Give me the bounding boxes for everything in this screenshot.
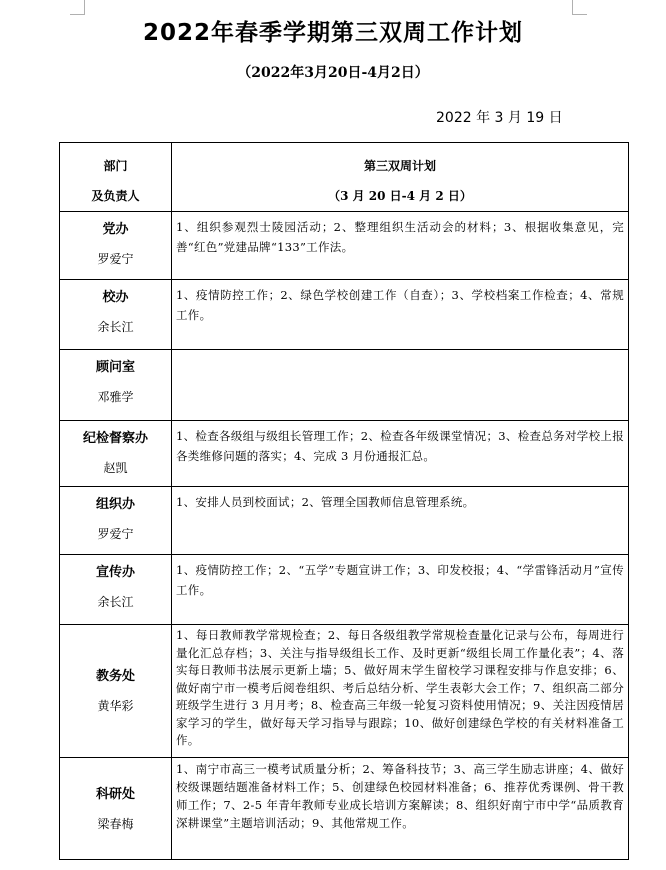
plan-cell (172, 280, 629, 350)
table-row (60, 280, 629, 350)
dept-owner: 梁春梅 (97, 816, 134, 831)
plan-cell (172, 758, 629, 860)
table-row (60, 487, 629, 555)
table-row (60, 758, 629, 860)
dept-cell (60, 625, 172, 758)
dept-owner: 邓雅学 (97, 390, 134, 404)
header-plan-range: （3 月 20 日-4 月 2 日） (328, 189, 472, 203)
dept-name: 纪检督察办 (82, 431, 148, 446)
dept-owner: 罗爱宁 (97, 252, 134, 266)
dept-name: 顾问室 (95, 360, 135, 375)
plan-text: 1、疫情防控工作；2、“五学”专题宣讲工作；3、印发校报；4、“学雷锋活动月”宣传工作。 (176, 563, 624, 597)
dept-cell (60, 350, 172, 421)
table-row (60, 212, 629, 280)
dept-cell (60, 758, 172, 860)
dept-name: 教务处 (95, 669, 135, 684)
header-plan-cell (172, 143, 629, 212)
dept-name: 科研处 (95, 786, 135, 802)
work-plan-table (59, 142, 629, 860)
dept-cell (60, 212, 172, 280)
dept-owner: 余长江 (97, 320, 134, 334)
plan-text: 1、组织参观烈士陵园活动；2、整理组织生活动会的材料；3、根据收集意见，完善“红色”党建品牌“133”工作法。 (176, 220, 624, 254)
plan-cell (172, 487, 629, 555)
plan-text: 1、检查各级组与级组长管理工作；2、检查各年级课堂情况；3、检查总务对学校上报各类维修问题的落实；4、完成 3 月份通报汇总。 (176, 429, 624, 463)
dept-name: 宣传办 (95, 565, 135, 580)
dept-cell (60, 421, 172, 487)
dept-owner: 赵凯 (103, 461, 128, 475)
table-row (60, 350, 629, 421)
dept-name: 校办 (102, 290, 129, 305)
document-title: 2022年春季学期第三双周工作计划 (142, 20, 523, 46)
dept-cell (60, 555, 172, 625)
plan-text: 1、南宁市高三一模考试质量分析；2、筹备科技节；3、高三学生励志讲座；4、做好校级课题结题准备材料工作；5、创建绿色校园材料准备；6、推荐优秀课例、骨干教师工作；7、2-5 年青年教师专业成长培训方案解读；8、组织好南宁市中学“品质教育 深耕课堂”主题培训活动；9、其他常规工作。 (176, 762, 624, 830)
table-header-row (60, 143, 629, 212)
plan-text (172, 350, 628, 355)
plan-text: 1、每日教师教学常规检查；2、每日各级组教学常规检查量化记录与公布，每周进行量化汇总存档；3、关注与指导级组长工作、及时更新“级组长周工作量化表”；4、落实每日教师书法展示更新上墙；5、做好周末学生留校学习课程安排与作息安排；6、做好南宁市一模考后阅卷组织、考后总结分析、学生表彰大会工作；7、组织高二部分班级学生进行 3 月月考；8、检查高三年级一轮复习资料使用情况；9、关注因疫情居家学习的学生，做好每天学习指导与跟踪；10、做好创建绿色学校的有关材料准备工作。 (176, 628, 624, 747)
header-owner-label: 及负责人 (91, 189, 140, 203)
dept-cell (60, 487, 172, 555)
dept-owner: 罗爱宁 (97, 527, 134, 541)
plan-cell (172, 212, 629, 280)
page-corner-mark-right (572, 0, 587, 15)
header-dept-label: 部门 (103, 159, 128, 173)
header-dept-cell (60, 143, 172, 212)
plan-cell (172, 555, 629, 625)
plan-cell (172, 350, 629, 421)
page-corner-mark-left (70, 0, 85, 15)
plan-cell (172, 625, 629, 758)
header-plan-label: 第三双周计划 (363, 159, 436, 173)
table-row (60, 421, 629, 487)
dept-owner: 余长江 (97, 595, 134, 609)
document-date: 2022 年 3 月 19 日 (436, 110, 563, 126)
table-row (60, 625, 629, 758)
dept-name: 组织办 (95, 497, 135, 512)
plan-text: 1、安排人员到校面试；2、管理全国教师信息管理系统。 (176, 495, 475, 509)
dept-name: 党办 (102, 222, 129, 237)
plan-cell (172, 421, 629, 487)
table-row (60, 555, 629, 625)
plan-text: 1、疫情防控工作；2、绿色学校创建工作（自查）；3、学校档案工作检查；4、常规工作。 (176, 288, 624, 322)
document-subtitle: （2022年3月20日-4月2日） (237, 65, 429, 81)
dept-cell (60, 280, 172, 350)
dept-owner: 黄华彩 (97, 699, 134, 713)
